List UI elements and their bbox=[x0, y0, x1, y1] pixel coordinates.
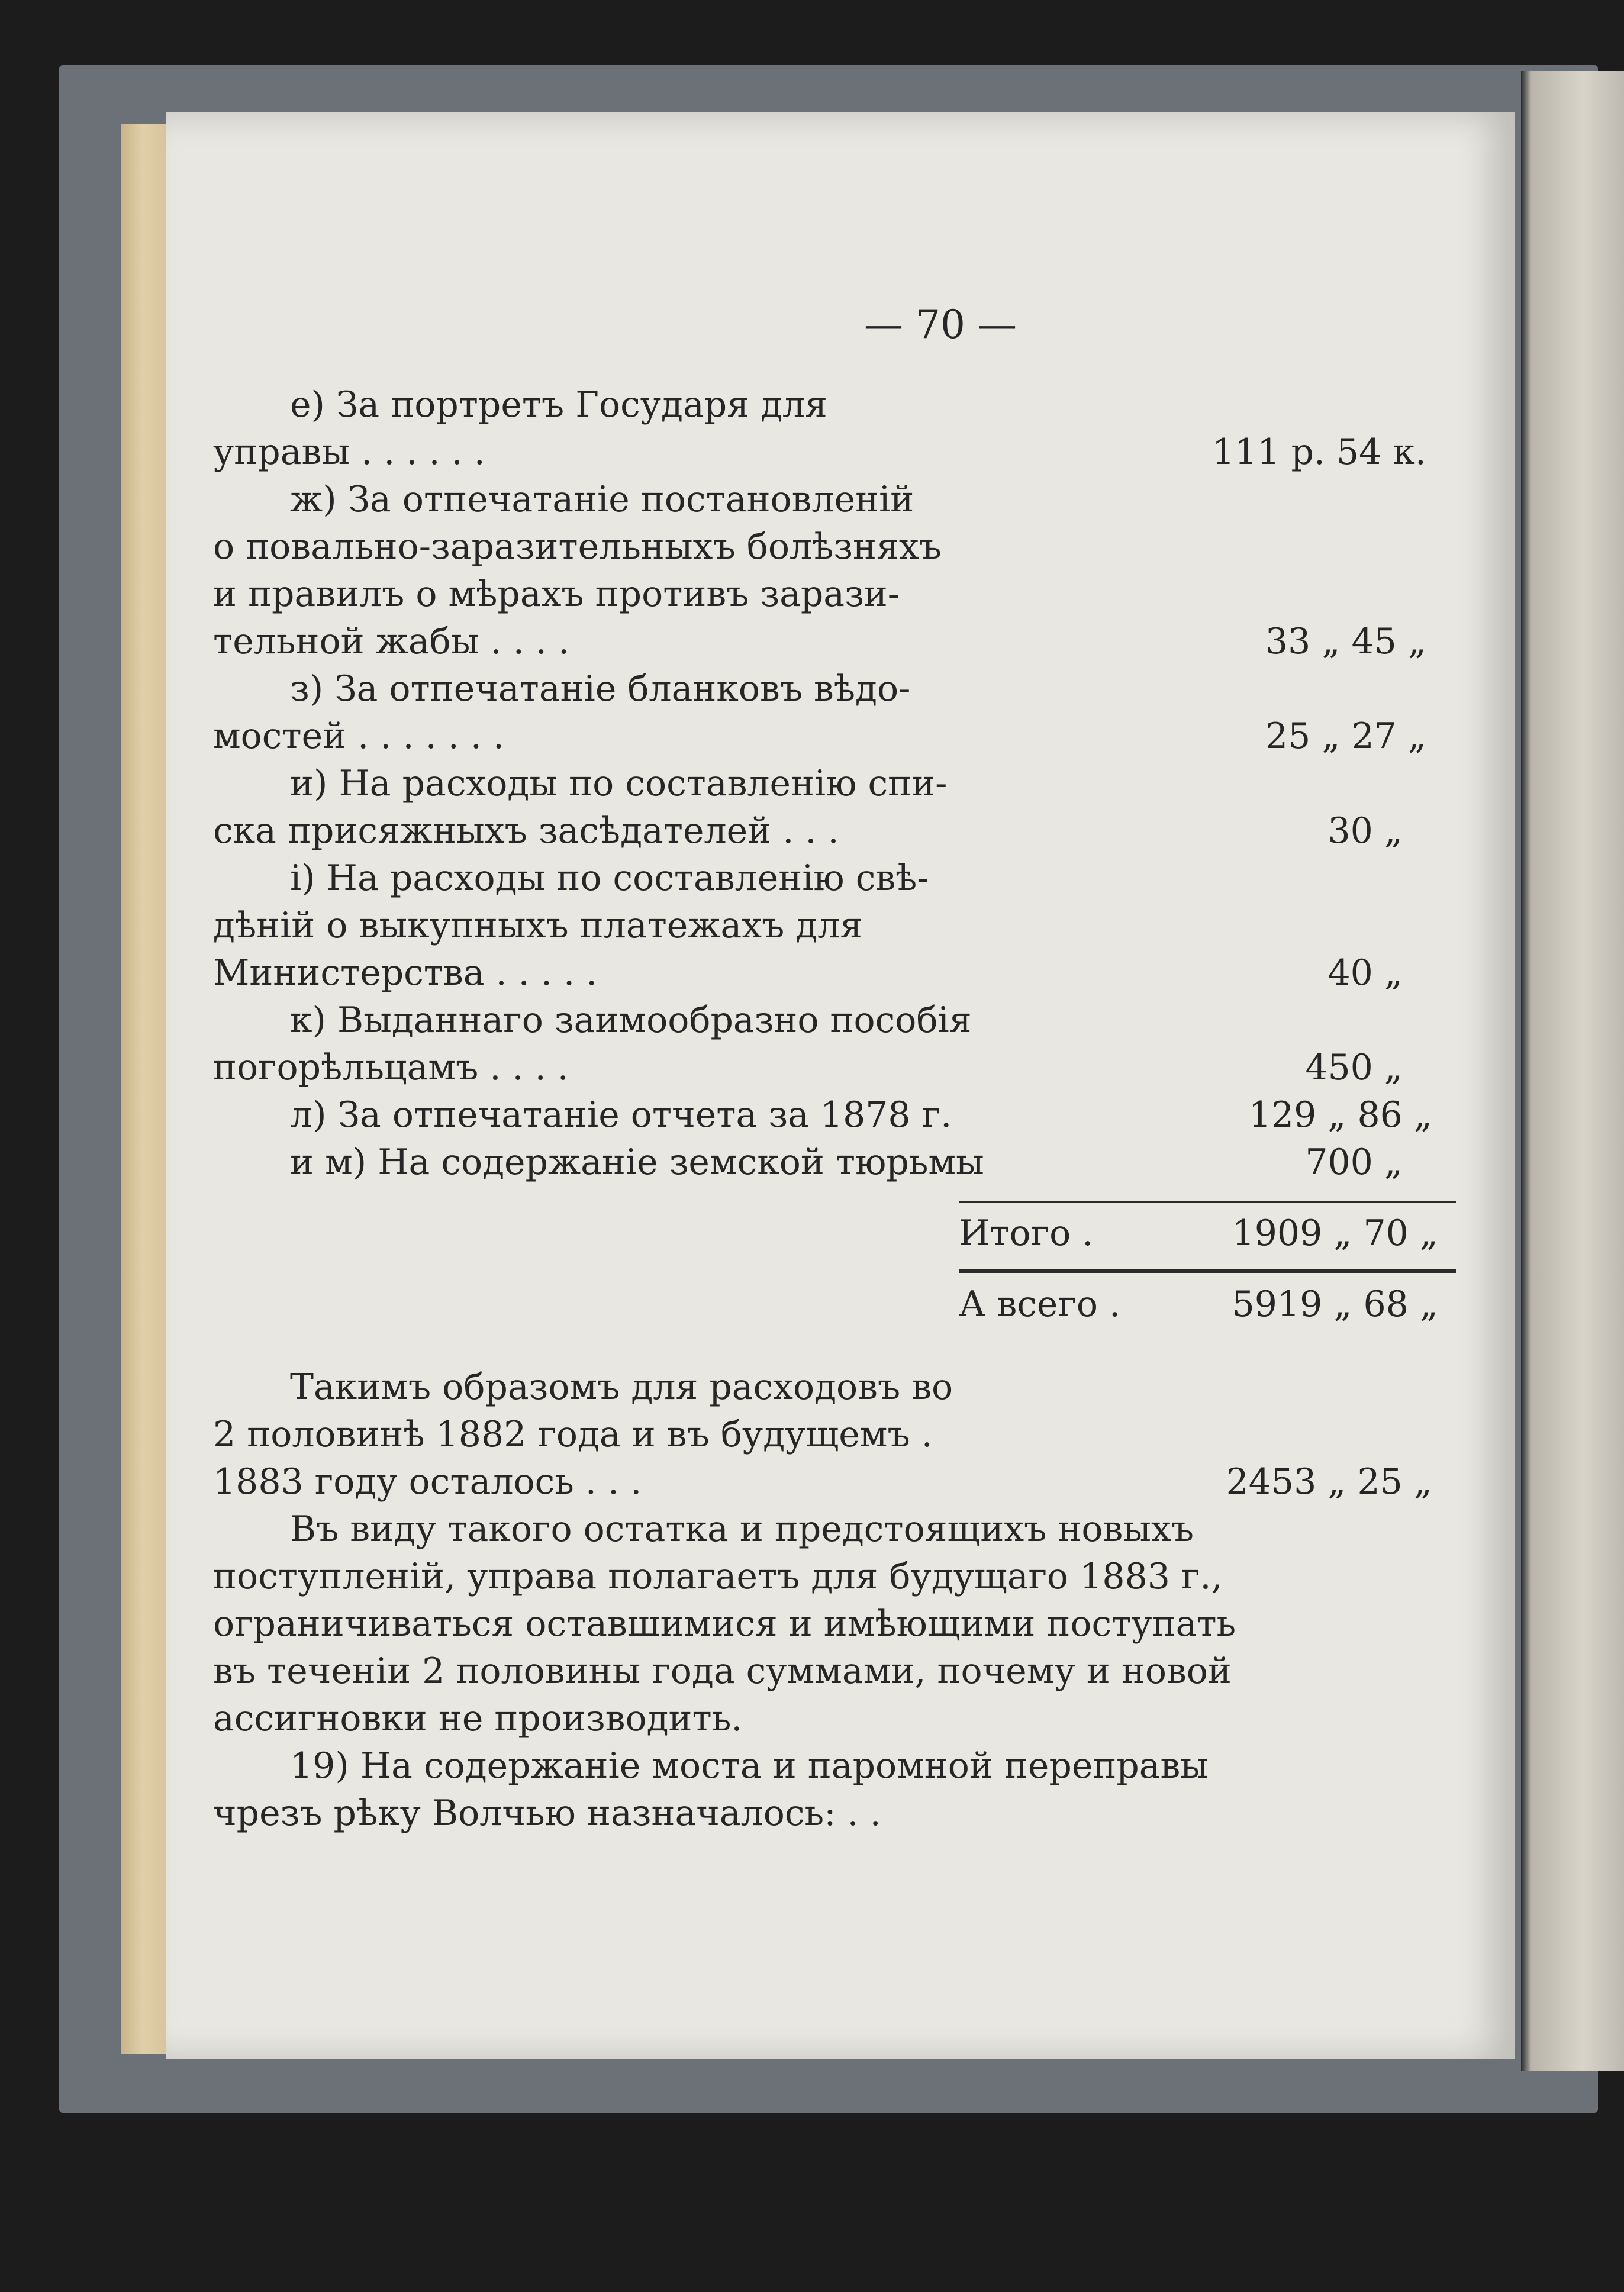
ledger-label: дѣній о выкупныхъ платежахъ для bbox=[213, 905, 863, 946]
ledger-label: к) Выданнаго заимообразно пособія bbox=[290, 1000, 972, 1041]
remainder-label: 1883 году осталось . . . bbox=[213, 1461, 642, 1503]
ledger-label: о повально-заразительныхъ болѣзняхъ bbox=[213, 526, 942, 568]
facing-page-edge bbox=[1521, 71, 1624, 2071]
ledger-label: л) За отпечатаніе отчета за 1878 г. bbox=[290, 1094, 952, 1136]
paragraph-text: Въ виду такого остатка и предстоящихъ новыхъ bbox=[290, 1508, 1194, 1550]
ledger-label: и) На расходы по составленію спи- bbox=[290, 763, 948, 804]
ledger-amount: 33 „ 45 „ bbox=[1265, 621, 1426, 662]
ledger-label: тельной жабы . . . . bbox=[213, 621, 570, 662]
ledger-label: ска присяжныхъ засѣдателей . . . bbox=[213, 810, 839, 852]
subtotal-rule bbox=[959, 1201, 1456, 1203]
ledger-label: погорѣльцамъ . . . . bbox=[213, 1047, 569, 1088]
item19-text: 19) На содержаніе моста и паромной переправы bbox=[290, 1745, 1209, 1787]
page-number: — 70 — bbox=[864, 302, 1017, 347]
ledger-label: и правилъ о мѣрахъ противъ зарази- bbox=[213, 573, 900, 615]
paragraph-text: ограничиваться оставшимися и имѣющими поступать bbox=[213, 1603, 1236, 1645]
ledger-amount: 111 р. 54 к. bbox=[1211, 431, 1426, 473]
total-label: Итого . bbox=[959, 1213, 1094, 1254]
ledger-amount: 30 „ bbox=[1327, 810, 1403, 852]
total-amount: 5919 „ 68 „ bbox=[1232, 1284, 1438, 1325]
remainder-label: Такимъ образомъ для расходовъ во bbox=[290, 1366, 953, 1408]
ledger-label: е) За портретъ Государя для bbox=[290, 384, 827, 425]
paragraph-text: поступленій, управа полагаетъ для будущаго 1883 г., bbox=[213, 1556, 1223, 1597]
total-amount: 1909 „ 70 „ bbox=[1232, 1213, 1438, 1254]
remainder-amount: 2453 „ 25 „ bbox=[1226, 1461, 1432, 1503]
ledger-label: мостей . . . . . . . bbox=[213, 715, 505, 757]
ledger-label: Министерства . . . . . bbox=[213, 952, 598, 994]
grand-total-rule bbox=[959, 1269, 1456, 1273]
paragraph-text: въ теченіи 2 половины года суммами, почему и новой bbox=[213, 1651, 1232, 1692]
ledger-label: з) За отпечатаніе бланковъ вѣдо- bbox=[290, 668, 911, 710]
ledger-amount: 700 „ bbox=[1305, 1142, 1403, 1183]
ledger-amount: 40 „ bbox=[1327, 952, 1403, 994]
remainder-label: 2 половинѣ 1882 года и въ будущемъ . bbox=[213, 1414, 933, 1455]
item19-text: чрезъ рѣку Волчью назначалось: . . bbox=[213, 1793, 881, 1834]
paragraph-text: ассигновки не производить. bbox=[213, 1698, 743, 1739]
ledger-label: ж) За отпечатаніе постановленій bbox=[290, 479, 914, 520]
ledger-amount: 25 „ 27 „ bbox=[1265, 715, 1426, 757]
ledger-label: и м) На содержаніе земской тюрьмы bbox=[290, 1142, 984, 1183]
book-page bbox=[166, 112, 1515, 2059]
ledger-amount: 129 „ 86 „ bbox=[1248, 1094, 1432, 1136]
ledger-label: і) На расходы по составленію свѣ- bbox=[290, 858, 929, 899]
ledger-label: управы . . . . . . bbox=[213, 431, 485, 473]
total-label: А всего . bbox=[959, 1284, 1121, 1325]
ledger-amount: 450 „ bbox=[1305, 1047, 1403, 1088]
